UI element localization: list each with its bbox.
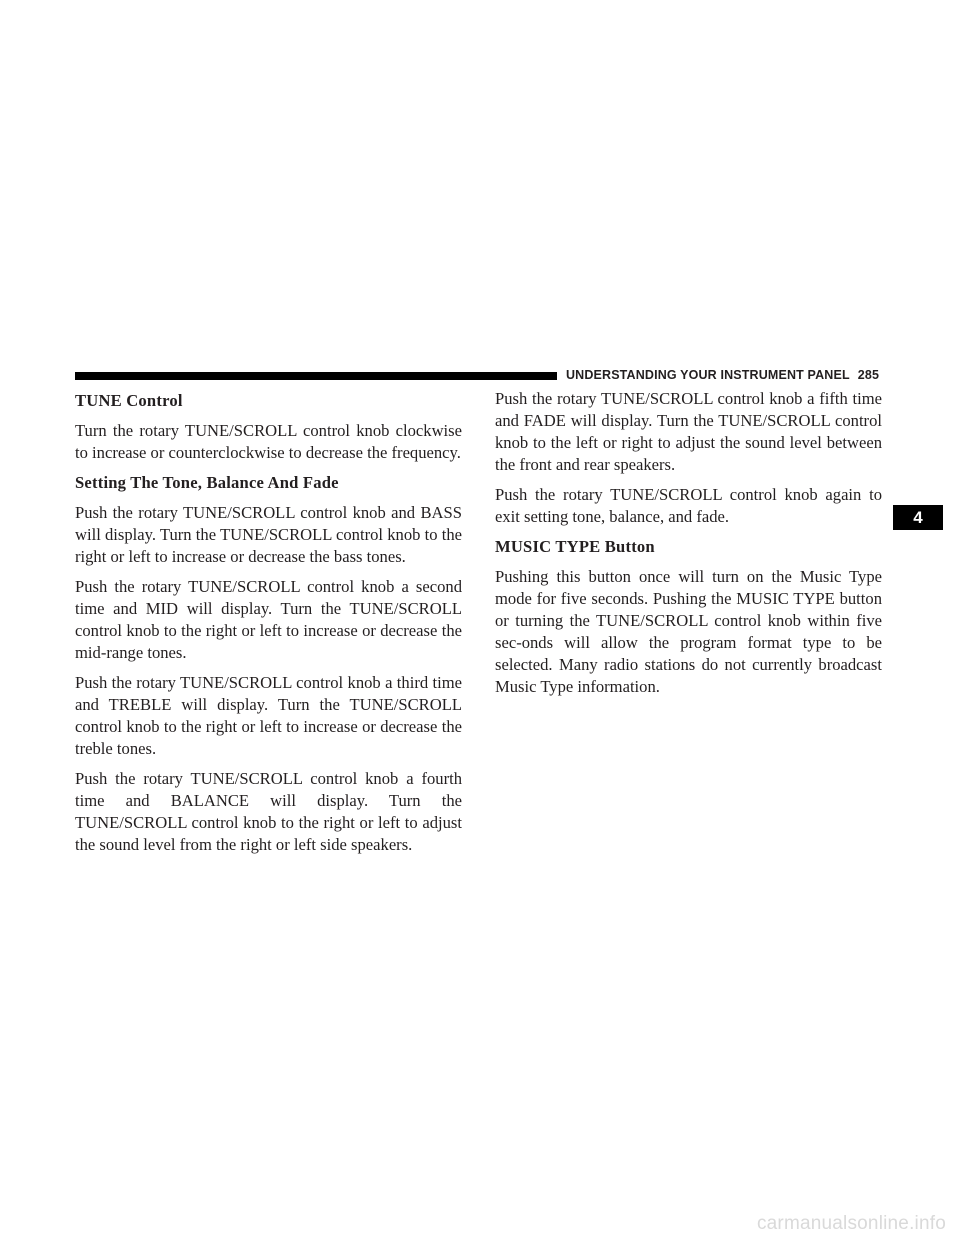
paragraph-tune-control: Turn the rotary TUNE/SCROLL control knob clockwise to increase or counterclockwise to decrease the frequency. bbox=[75, 421, 462, 462]
paragraph-balance: Push the rotary TUNE/SCROLL control knob a fourth time and BALANCE will display. Turn the TUNE/SCROLL control knob to the right or left to adjust the sound level from the right or left side speakers. bbox=[75, 769, 462, 854]
paragraph-exit: Push the rotary TUNE/SCROLL control knob again to exit setting tone, balance, and fade. bbox=[495, 485, 882, 526]
left-column bbox=[75, 390, 462, 864]
heading-tune-control: TUNE Control bbox=[75, 391, 183, 410]
heading-tone-balance-fade: Setting The Tone, Balance And Fade bbox=[75, 473, 339, 492]
paragraph-mid: Push the rotary TUNE/SCROLL control knob a second time and MID will display. Turn the TUNE/SCROLL control knob to the right or left to increase or decrease the mid-range tones. bbox=[75, 577, 462, 662]
section-title: UNDERSTANDING YOUR INSTRUMENT PANEL bbox=[566, 368, 850, 382]
chapter-tab: 4 bbox=[893, 505, 943, 530]
paragraph-treble: Push the rotary TUNE/SCROLL control knob a third time and TREBLE will display. Turn the TUNE/SCROLL control knob to the right or left to increase or decrease the treble tones. bbox=[75, 673, 462, 758]
paragraph-music-type: Pushing this button once will turn on the Music Type mode for five seconds. Pushing the MUSIC TYPE button or turning the TUNE/SCROLL control knob within five sec-onds will allow the program format type to be selected. Many radio stations do not currently broadcast Music Type information. bbox=[495, 567, 882, 696]
paragraph-fade: Push the rotary TUNE/SCROLL control knob a fifth time and FADE will display. Turn the TUNE/SCROLL control knob to the left or right to adjust the sound level between the front and rear speakers. bbox=[495, 389, 882, 474]
right-column bbox=[495, 388, 882, 706]
paragraph-bass: Push the rotary TUNE/SCROLL control knob and BASS will display. Turn the TUNE/SCROLL control knob to the right or left to increase or decrease the bass tones. bbox=[75, 503, 462, 566]
running-header bbox=[566, 368, 879, 382]
header-rule bbox=[75, 372, 557, 380]
watermark: carmanualsonline.info bbox=[756, 1213, 946, 1234]
page-number: 285 bbox=[857, 368, 880, 382]
heading-music-type: MUSIC TYPE Button bbox=[495, 537, 655, 556]
